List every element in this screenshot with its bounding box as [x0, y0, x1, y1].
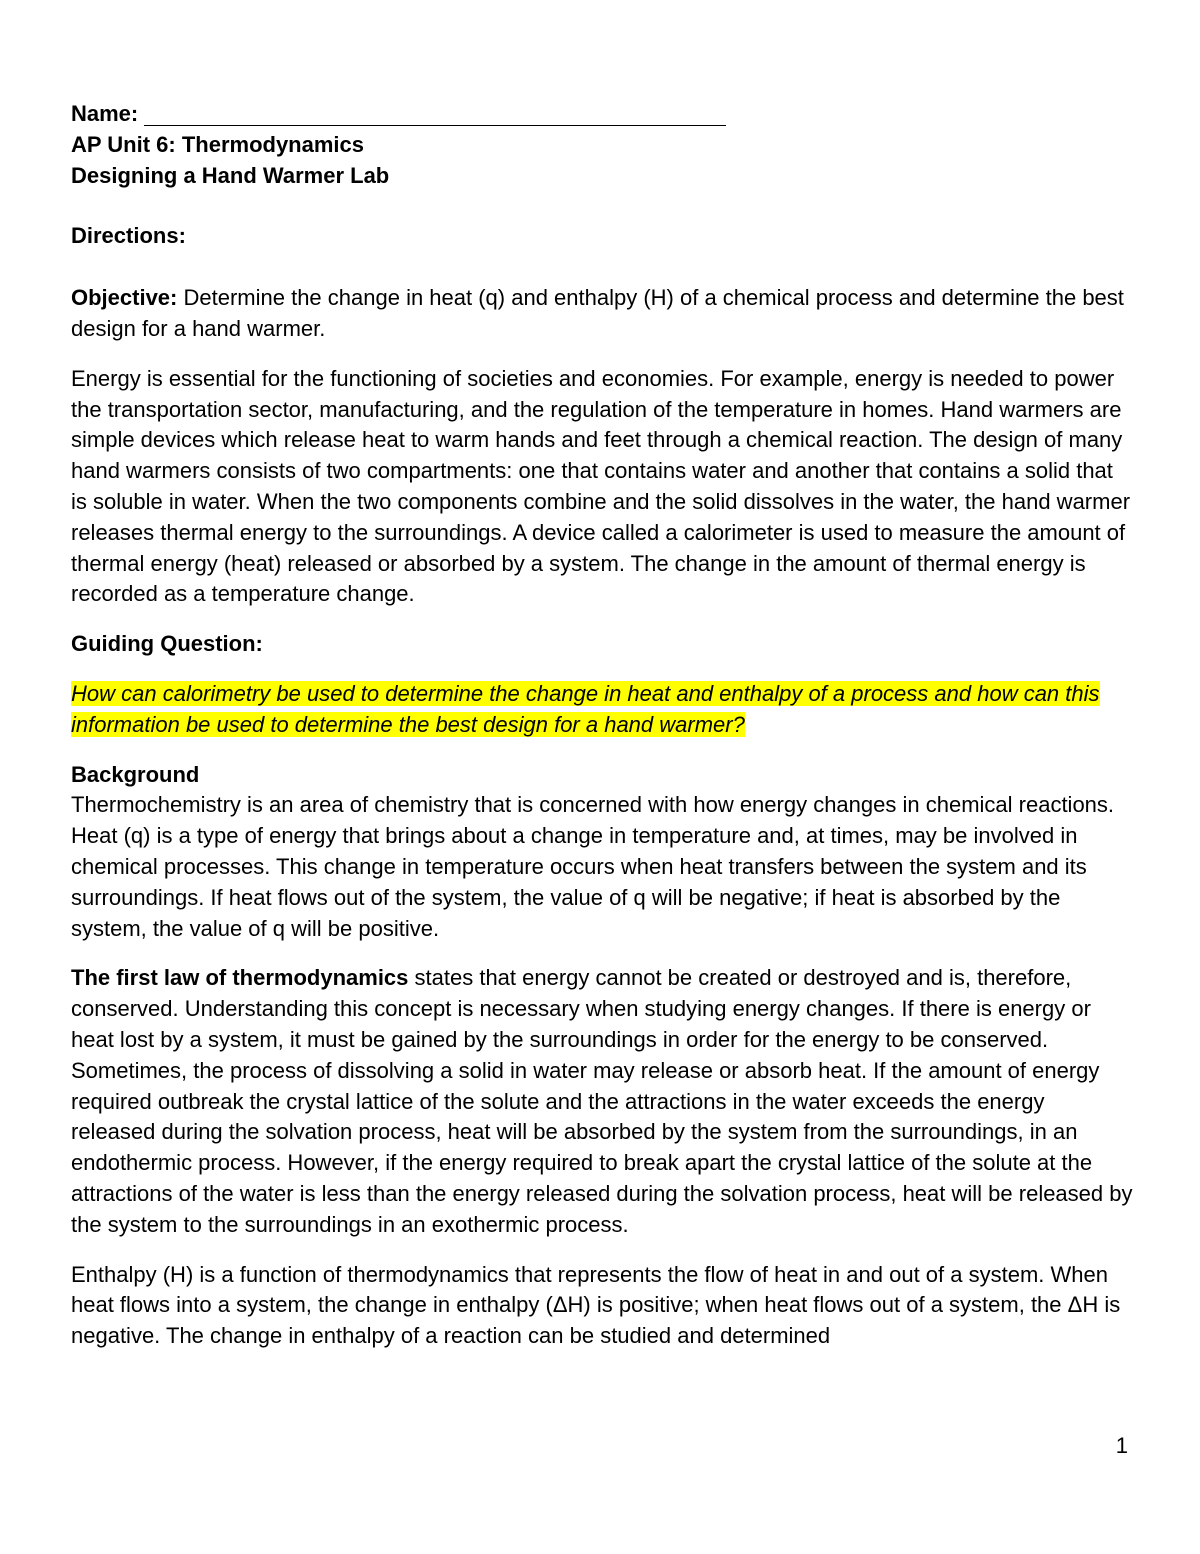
- lab-title: Designing a Hand Warmer Lab: [71, 162, 390, 188]
- name-label: Name:: [71, 101, 139, 126]
- intro-paragraph: Energy is essential for the functioning of societies and economies. For example, energy is needed to power the transportation sector, manufacturing, and the regulation of the temperature in homes. Hand warmers are simple devices which release heat to warm hands and feet through a chemical reaction. The design of many hand warmers consists of two compartments: one that contains water and another that contains a solid that is soluble in water. When the two components combine and the solid dissolves in the water, the hand warmer releases thermal energy to the surroundings. A device called a calorimeter is used to measure the amount of thermal energy (heat) released or absorbed by a system. The change in the amount of thermal energy is recorded as a temperature change.: [71, 365, 1131, 607]
- background-paragraph-3: Enthalpy (H) is a function of thermodynamics that represents the flow of heat in and out of a system. When heat flows into a system, the change in enthalpy (ΔH) is positive; when heat flows out of a system, the ΔH is negative. The change in enthalpy of a reaction can be studied and determined: [71, 1261, 1121, 1349]
- objective-paragraph: [71, 283, 1133, 345]
- objective-text: Determine the change in heat (q) and enthalpy (H) of a chemical process and determine the best design for a hand warmer.: [71, 285, 1124, 341]
- background-heading: Background: [71, 761, 200, 787]
- name-blank-line[interactable]: [144, 101, 726, 126]
- guiding-question-paragraph: [71, 679, 1133, 741]
- document-content: [71, 99, 1133, 1352]
- background-paragraph-2: [71, 963, 1133, 1240]
- first-law-label: The first law of thermodynamics: [71, 965, 409, 991]
- objective-label: Objective:: [71, 285, 178, 311]
- guiding-question-text: How can calorimetry be used to determine the change in heat and enthalpy of a process and how can this information be used to determine the best design for a hand warmer?: [71, 680, 1100, 737]
- name-field-row: [71, 99, 1133, 130]
- directions-label: Directions:: [71, 223, 186, 249]
- guiding-question-label: Guiding Question:: [71, 631, 263, 657]
- first-law-text: states that energy cannot be created or destroyed and is, therefore, conserved. Understanding this concept is necessary when studying energy changes. If there is energy or heat lost by a system, it must be gained by the surroundings in order for the energy to be conserved. Sometimes, the process of dissolving a solid in water may release or absorb heat. If the amount of energy required outbreak the crystal lattice of the solute and the attractions in the water exceeds the energy released during the solvation process, heat will be absorbed by the system from the surroundings, in an endothermic process. However, if the energy required to break apart the crystal lattice of the solute at the attractions of the water is less than the energy released during the solvation process, heat will be released by the system to the surroundings in an exothermic process.: [71, 965, 1133, 1237]
- unit-title: AP Unit 6: Thermodynamics: [71, 131, 364, 157]
- page-number: 1: [1115, 1433, 1128, 1458]
- background-paragraph-1: Thermochemistry is an area of chemistry that is concerned with how energy changes in chemical reactions. Heat (q) is a type of energy that brings about a change in temperature and, at times, may be involved in chemical processes. This change in temperature occurs when heat transfers between the system and its surroundings. If heat flows out of the system, the value of q will be negative; if heat is absorbed by the system, the value of q will be positive.: [71, 792, 1115, 941]
